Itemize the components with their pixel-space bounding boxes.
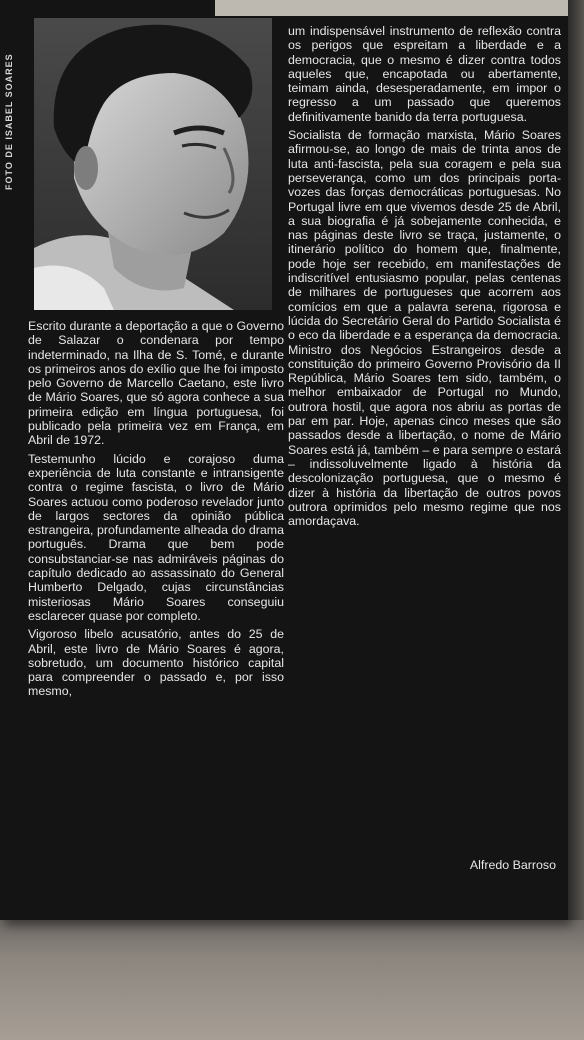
- table-foreground: [0, 920, 584, 1040]
- portrait-illustration: [34, 18, 272, 310]
- paragraph: Escrito durante a deportação a que o Governo de Salazar o condenara por tempo indeterminado, na Ilha de S. Tomé, e durante os primeiros anos do exílio que lhe foi imposto pelo Governo de Marcello Caetano, este livro de Mário Soares, que só agora conhece a sua primeira edição em língua portuguesa, foi publicado pela primeira vez em França, em Abril de 1972.: [28, 319, 284, 448]
- paragraph: um indispensável instrumento de reflexão contra os perigos que espreitam a liberdade e a democracia, que o mesmo é dizer contra todos aqueles que, encapotada ou abertamente, teimam ainda, desesperadamente, em impor o regresso a um passado que queremos definitivamente banido da terra portuguesa.: [288, 24, 561, 124]
- text-column-left: [28, 319, 284, 703]
- cover-spine-edge: [568, 0, 584, 920]
- author-signature: Alfredo Barroso: [469, 858, 556, 872]
- text-column-right: [288, 24, 561, 532]
- paragraph: Testemunho lúcido e corajoso duma experiência de luta constante e intransigente contra o regime fascista, o livro de Mário Soares actuou como poderoso revelador junto de largos sectores da opinião pública estrangeira, profundamente alheada do drama português. Drama que bem pode consubstanciar-se nas admiráveis páginas do capítulo dedicado ao assassinato do General Humberto Delgado, cujas circunstâncias misteriosas Mário Soares conseguiu esclarecer quase por completo.: [28, 451, 284, 623]
- photo-credit: FOTO DE ISABEL SOARES: [4, 53, 14, 190]
- paragraph: Socialista de formação marxista, Mário Soares afirmou-se, ao longo de mais de trinta anos de luta anti-fascista, pela sua coragem e pela sua perseverança, como um dos principais porta-vozes das forças democráticas portuguesas. No Portugal livre em que vivemos desde 25 de Abril, a sua biografia é já sobejamente conhecida, e nas páginas deste livro se traça, justamente, o itinerário político do homem que, finalmente, pode hoje ser recebido, em manifestações de indiscritível entusiasmo popular, pelas centenas de milhares de portugueses que acorrem aos comícios em que a palavra serena, rigorosa e lúcida do Secretário Geral do Partido Socialista é o eco da liberdade e a esperança da democracia. Ministro dos Negócios Estrangeiros desde a constituição do primeiro Governo Provisório da II República, Mário Soares tem sido, também, o melhor embaixador de Portugal no Mundo, outrora hostil, que agora nos abriu as portas de par em par. Hoje, apenas cinco meses que são passados desde a libertação, o nome de Mário Soares está já, também – e para sempre o estará – indissoluvelmente ligado à história da descolonização portuguesa, que o mesmo é dizer à história da libertação de outros povos outrora oprimidos pelo mesmo regime que nos amordaçava.: [288, 128, 561, 529]
- author-portrait-photo: [34, 18, 272, 310]
- cover-top-strip: [215, 0, 568, 16]
- paragraph: Vigoroso libelo acusatório, antes do 25 de Abril, este livro de Mário Soares é agora, sobretudo, um documento histórico capital para compreender o passado e, por isso mesmo,: [28, 627, 284, 699]
